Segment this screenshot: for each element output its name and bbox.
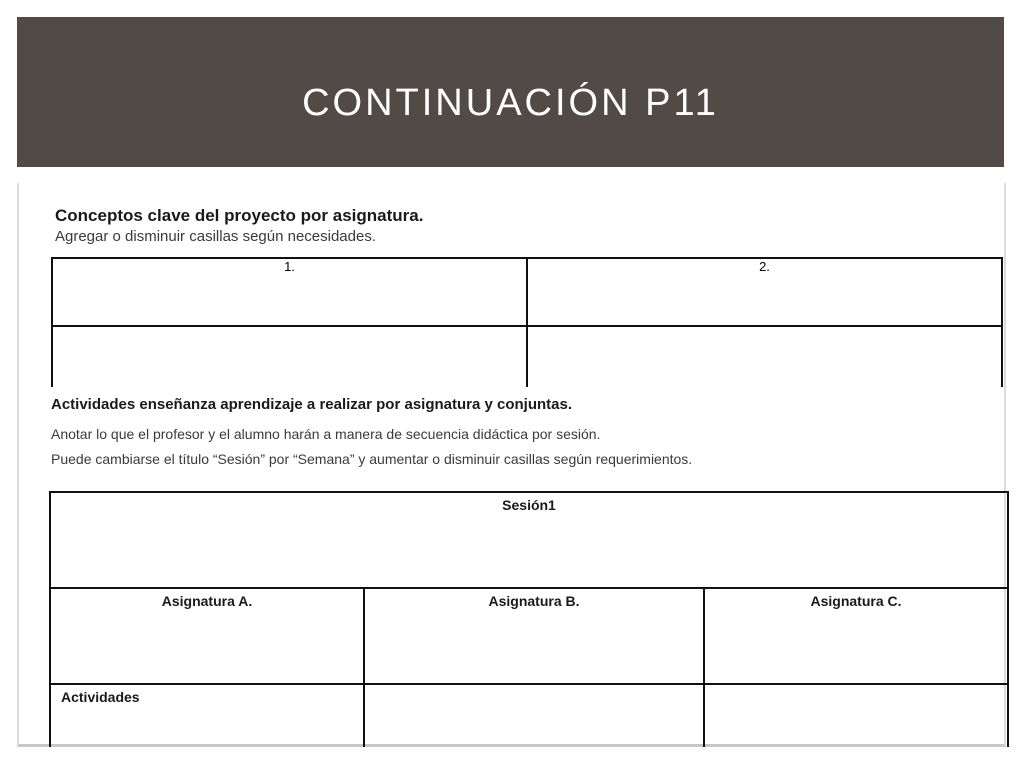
- slide-title: CONTINUACIÓN P11: [302, 82, 719, 124]
- title-bar: [17, 17, 1004, 167]
- activities-row-label: Actividades: [50, 684, 364, 747]
- session-header: Sesión1: [50, 492, 1008, 588]
- concepts-cell: [527, 326, 1002, 387]
- concepts-header-1: 1.: [52, 258, 527, 326]
- activities-note-1: Anotar lo que el profesor y el alumno harán a manera de secuencia didáctica por sesión.: [51, 426, 601, 442]
- activities-note-2: Puede cambiarse el título “Sesión” por “Semana” y aumentar o disminuir casillas según requerimientos.: [51, 451, 693, 467]
- concepts-subheading: Agregar o disminuir casillas según necesidades.: [55, 228, 377, 245]
- column-header-a: Asignatura A.: [50, 588, 364, 684]
- column-header-b: Asignatura B.: [364, 588, 704, 684]
- session-table: [49, 491, 1009, 747]
- concepts-cell: [52, 326, 527, 387]
- activities-heading: Actividades enseñanza aprendizaje a realizar por asignatura y conjuntas.: [51, 396, 573, 413]
- concepts-heading: Conceptos clave del proyecto por asignatura.: [55, 206, 424, 225]
- activities-cell: [704, 684, 1008, 747]
- column-header-c: Asignatura C.: [704, 588, 1008, 684]
- concepts-table: [51, 257, 1003, 387]
- concepts-header-2: 2.: [527, 258, 1002, 326]
- activities-cell: [364, 684, 704, 747]
